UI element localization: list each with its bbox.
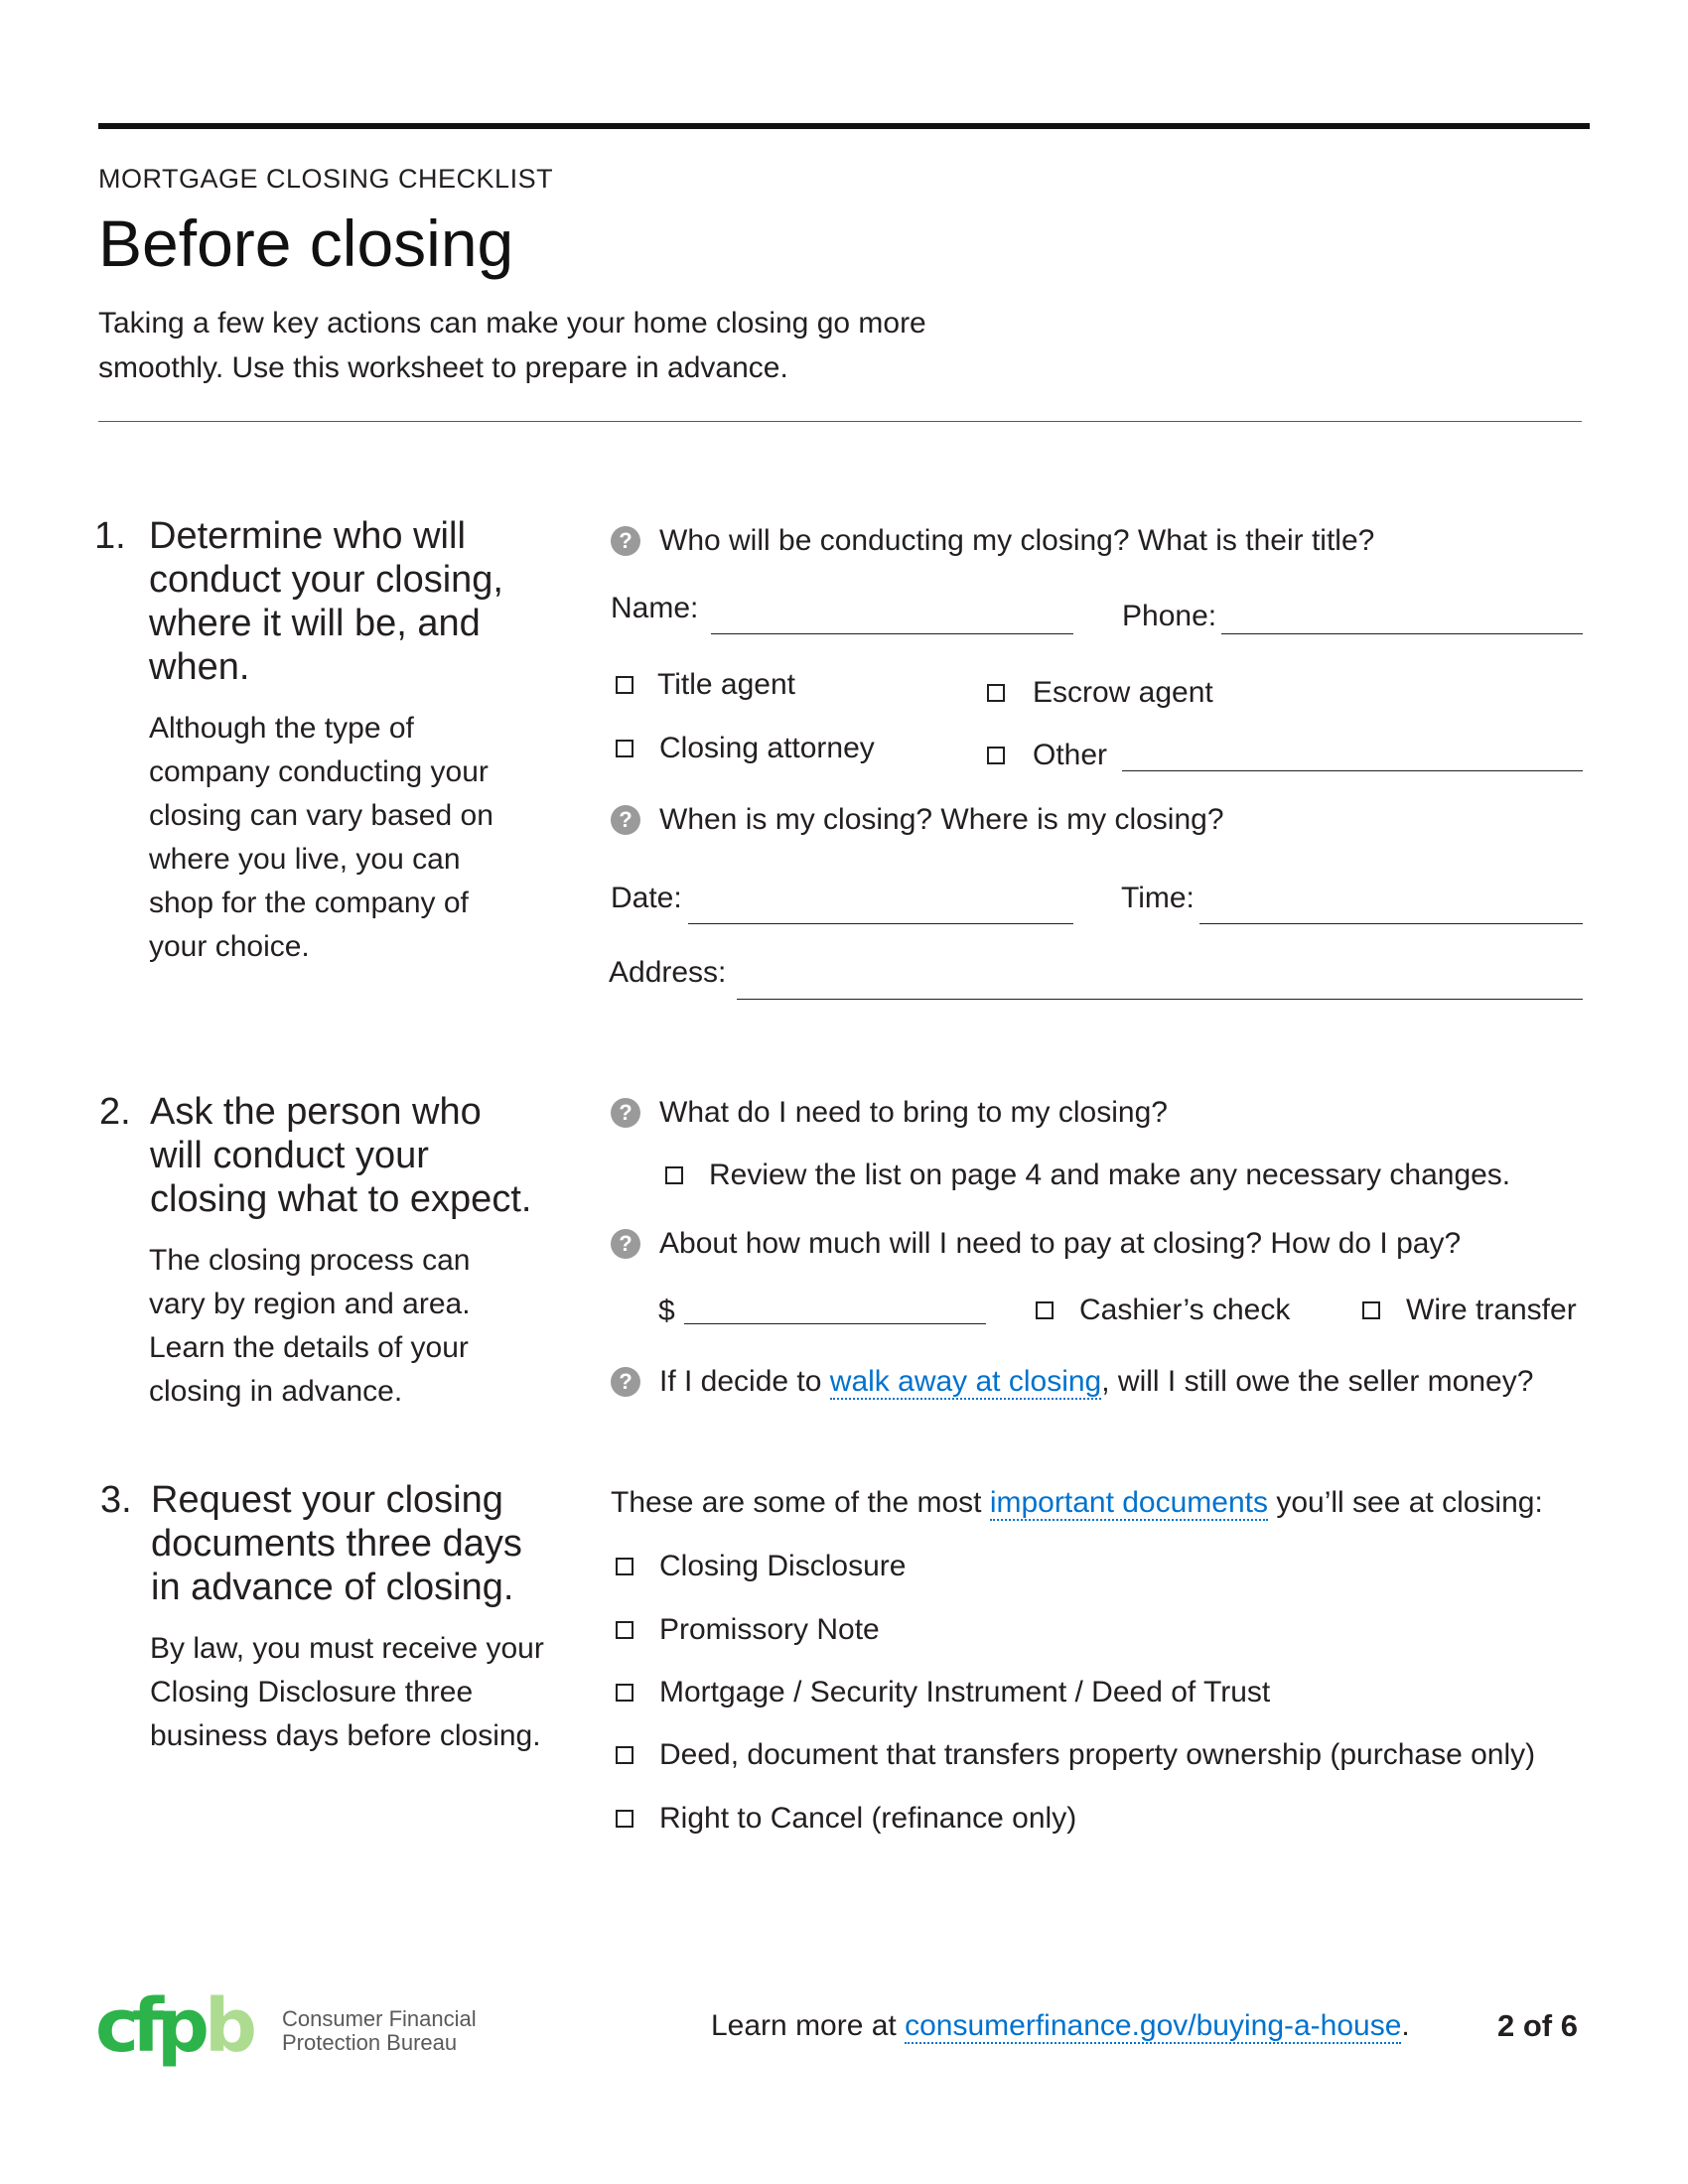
step-heading-line: where it will be, and [149, 603, 481, 644]
footer-text-part: Learn more at [711, 2009, 906, 2042]
intro-line: smoothly. Use this worksheet to prepare in advance. [98, 351, 788, 384]
step-heading-line: Ask the person who [150, 1091, 482, 1133]
step-number: 3. [100, 1479, 132, 1521]
intro-text [98, 301, 1012, 390]
top-rule [98, 123, 1590, 129]
date-label: Date: [611, 882, 682, 914]
step-description-line: Although the type of [149, 712, 414, 745]
step-description-line: Closing Disclosure three [150, 1676, 474, 1708]
phone-field[interactable] [1221, 633, 1583, 634]
checkbox-wire-transfer[interactable] [1362, 1301, 1380, 1319]
step-description-line: Learn the details of your [149, 1331, 469, 1364]
checkbox-label: Mortgage / Security Instrument / Deed of Trust [659, 1676, 1271, 1708]
step-description [149, 1239, 576, 1414]
step-heading-line: Request your closing [151, 1479, 503, 1521]
footer-learn-more [711, 2008, 1410, 2044]
checkbox-label: Other [1033, 739, 1108, 771]
step-heading [149, 514, 586, 689]
page-title: Before closing [98, 206, 514, 280]
checkbox-closing-disclosure[interactable] [616, 1558, 633, 1575]
checkbox-deed[interactable] [616, 1746, 633, 1764]
checkbox-closing-attorney[interactable] [616, 740, 633, 757]
checkbox-label: Title agent [657, 668, 795, 701]
step-description [149, 707, 576, 969]
question-text: About how much will I need to pay at closing? How do I pay? [659, 1227, 1462, 1260]
step-description-line: where you live, you can [149, 843, 461, 876]
documents-intro-part: you’ll see at closing: [1267, 1486, 1543, 1519]
step-description-line: closing in advance. [149, 1375, 403, 1408]
other-field[interactable] [1122, 770, 1583, 771]
svg-text:cfp: cfp [95, 1991, 204, 2069]
checkbox-label: Promissory Note [659, 1613, 880, 1646]
documents-intro-part: These are some of the most [611, 1486, 990, 1519]
checkbox-promissory-note[interactable] [616, 1621, 633, 1639]
question-circle-icon: ? [611, 1229, 640, 1259]
organization-name-line: Protection Bureau [282, 2030, 458, 2055]
amount-field[interactable] [684, 1323, 986, 1324]
phone-label: Phone: [1122, 600, 1217, 632]
question-circle-icon: ? [611, 1098, 640, 1128]
intro-line: Taking a few key actions can make your home closing go more [98, 307, 926, 340]
step-heading-line: conduct your closing, [149, 559, 503, 601]
time-label: Time: [1121, 882, 1195, 914]
step-heading-line: Determine who will [149, 515, 466, 557]
documents-intro [611, 1485, 1543, 1521]
question-text: What do I need to bring to my closing? [659, 1096, 1168, 1129]
date-field[interactable] [688, 923, 1073, 924]
svg-text:b: b [205, 1991, 257, 2069]
step-heading [150, 1090, 587, 1221]
checkbox-cashiers-check[interactable] [1036, 1301, 1054, 1319]
step-description-line: your choice. [149, 930, 310, 963]
buying-a-house-link[interactable]: consumerfinance.gov/buying-a-house [905, 2009, 1402, 2042]
checkbox-label: Wire transfer [1406, 1294, 1577, 1326]
name-field[interactable] [711, 633, 1073, 634]
step-number: 2. [99, 1091, 131, 1133]
checkbox-label: Right to Cancel (refinance only) [659, 1802, 1077, 1835]
checkbox-label: Closing attorney [659, 732, 875, 764]
question-text-part: , will I still owe the seller money? [1101, 1365, 1534, 1398]
address-label: Address: [609, 956, 727, 989]
step-heading-line: documents three days [151, 1523, 522, 1565]
step-number: 1. [94, 515, 126, 557]
checkbox-label: Review the list on page 4 and make any necessary changes. [709, 1159, 1511, 1191]
checkbox-review-list[interactable] [665, 1166, 683, 1184]
walk-away-link[interactable]: walk away at closing [829, 1365, 1102, 1398]
address-field[interactable] [737, 999, 1583, 1000]
dollar-sign: $ [658, 1295, 675, 1327]
step-heading-line: in advance of closing. [151, 1567, 514, 1608]
step-description-line: company conducting your [149, 755, 489, 788]
cfpb-logo [95, 1991, 264, 2076]
footer-text-part: . [1401, 2009, 1410, 2042]
question-text [659, 1364, 1533, 1400]
question-text-part: If I decide to [659, 1365, 830, 1398]
important-documents-link[interactable]: important documents [989, 1486, 1268, 1519]
checkbox-title-agent[interactable] [616, 676, 633, 694]
step-heading-line: closing what to expect. [150, 1178, 532, 1220]
divider [98, 421, 1582, 422]
step-description-line: The closing process can [149, 1244, 471, 1277]
checkbox-right-to-cancel[interactable] [616, 1810, 633, 1828]
checkbox-label: Cashier’s check [1079, 1294, 1291, 1326]
cfpb-logo-mark [95, 1991, 264, 2071]
step-heading-line: when. [149, 646, 250, 688]
document-eyebrow: MORTGAGE CLOSING CHECKLIST [98, 164, 554, 194]
step-description-line: By law, you must receive your [150, 1632, 544, 1665]
step-description [150, 1627, 577, 1758]
checkbox-label: Closing Disclosure [659, 1550, 907, 1582]
checkbox-label: Deed, document that transfers property ownership (purchase only) [659, 1738, 1536, 1771]
question-text: When is my closing? Where is my closing? [659, 803, 1224, 836]
step-description-line: shop for the company of [149, 887, 469, 919]
question-circle-icon: ? [611, 805, 640, 835]
step-heading-line: will conduct your [150, 1135, 429, 1176]
step-description-line: vary by region and area. [149, 1288, 471, 1320]
page-number: 2 of 6 [1497, 2008, 1578, 2043]
checkbox-other[interactable] [987, 747, 1005, 764]
checkbox-label: Escrow agent [1033, 676, 1213, 709]
organization-name-line: Consumer Financial [282, 2006, 477, 2031]
organization-name [282, 2007, 477, 2055]
name-label: Name: [611, 592, 699, 624]
checkbox-mortgage[interactable] [616, 1684, 633, 1702]
question-text: Who will be conducting my closing? What is their title? [659, 524, 1375, 557]
step-description-line: business days before closing. [150, 1719, 541, 1752]
question-circle-icon: ? [611, 1367, 640, 1397]
step-description-line: closing can vary based on [149, 799, 493, 832]
step-heading [151, 1478, 588, 1609]
checkbox-escrow-agent[interactable] [987, 684, 1005, 702]
time-field[interactable] [1199, 923, 1583, 924]
question-circle-icon: ? [611, 526, 640, 556]
